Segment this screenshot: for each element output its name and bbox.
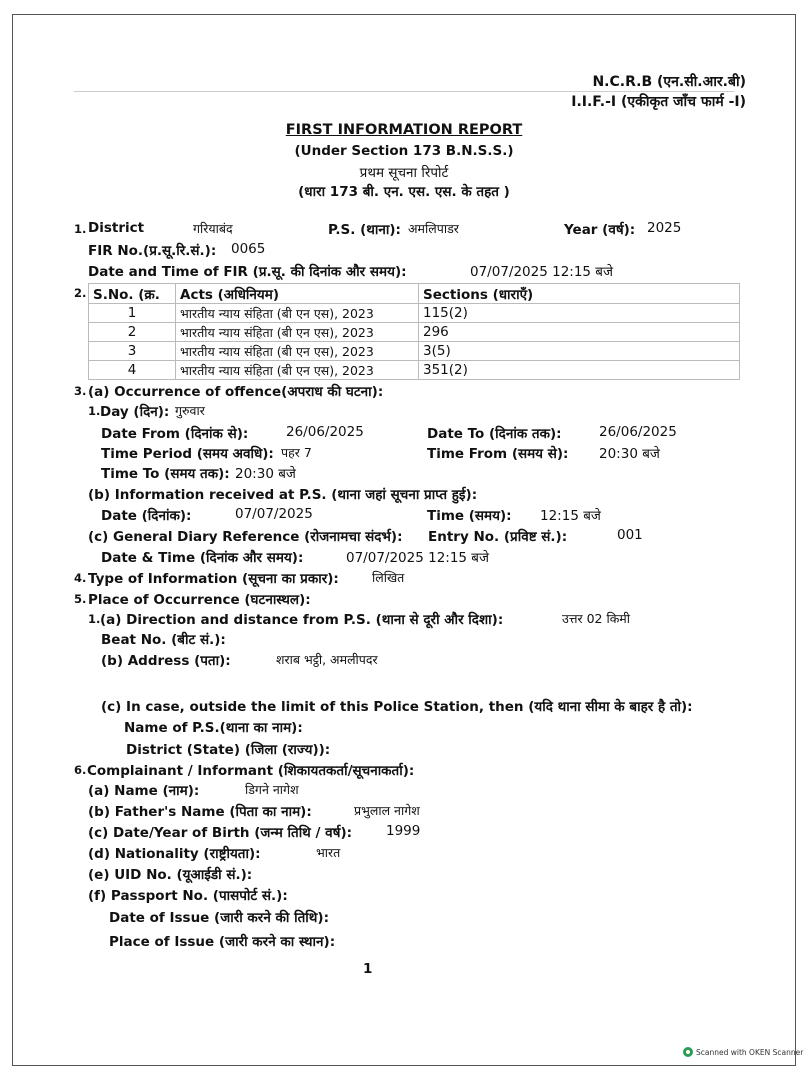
table-row xyxy=(89,304,740,323)
dob-label: (c) Date/Year of Birth (जन्म तिथि / वर्ष): xyxy=(88,825,353,841)
date-from-label: Date From (दिनांक से): xyxy=(101,426,249,442)
col-header-sno: S.No. (क्र. xyxy=(89,284,176,304)
fir-datetime-label: Date and Time of FIR (प्र.सू. की दिनांक और समय): xyxy=(88,264,407,280)
fir-label: FIR No.(प्र.सू.रि.सं.): xyxy=(88,243,217,259)
date-to-value: 26/06/2025 xyxy=(599,424,677,440)
district-state-label: District (State) (जिला (राज्य)): xyxy=(126,742,331,758)
place-sub-number: 1. xyxy=(88,612,101,626)
row-sno: 1 xyxy=(89,304,176,323)
time-to-label: Time To (समय तक): xyxy=(101,466,230,482)
section-6-number: 6. xyxy=(74,763,87,777)
day-number: 1. xyxy=(88,404,101,418)
report-subtitle: (Under Section 173 B.N.S.S.) xyxy=(294,143,514,159)
section-1-number: 1. xyxy=(74,222,87,236)
direction-distance-value: उत्तर 02 किमी xyxy=(562,611,631,626)
info-type-label: Type of Information (सूचना का प्रकार): xyxy=(88,571,339,587)
table-header-row xyxy=(89,284,740,304)
nationality-label: (d) Nationality (राष्ट्रीयता): xyxy=(88,846,261,862)
date-from-value: 26/06/2025 xyxy=(286,424,364,440)
fir-value: 0065 xyxy=(231,241,266,257)
fir-datetime-value: 07/07/2025 12:15 बजे xyxy=(470,264,614,280)
info-type-value: लिखित xyxy=(372,570,405,585)
place-of-issue-label: Place of Issue (जारी करने का स्थान): xyxy=(109,934,336,950)
row-sno: 2 xyxy=(89,323,176,342)
report-subtitle-hindi: (धारा 173 बी. एन. एस. एस. के तहत ) xyxy=(298,184,510,200)
row-act: भारतीय न्याय संहिता (बी एन एस), 2023 xyxy=(176,361,419,380)
year-value: 2025 xyxy=(647,220,682,236)
col-header-sections: Sections (धाराएँ) xyxy=(419,284,740,304)
time-from-label: Time From (समय से): xyxy=(427,446,569,462)
info-date-value: 07/07/2025 xyxy=(235,506,313,522)
father-name-value: प्रभुलाल नागेश xyxy=(354,803,420,818)
table-row xyxy=(89,361,740,380)
uid-label: (e) UID No. (यूआईडी सं.): xyxy=(88,867,253,883)
time-from-value: 20:30 बजे xyxy=(599,446,660,462)
occurrence-heading: (a) Occurrence of offence(अपराध की घटना): xyxy=(88,384,384,400)
district-value: गरियाबंद xyxy=(193,221,233,236)
info-received-label: (b) Information received at P.S. (थाना जहां सूचना प्राप्त हुई): xyxy=(88,487,478,503)
entry-no-label: Entry No. (प्रविष्ट सं.): xyxy=(428,529,568,545)
ps-label: P.S. (थाना): xyxy=(328,222,401,238)
passport-label: (f) Passport No. (पासपोर्ट सं.): xyxy=(88,888,288,904)
acts-sections-table xyxy=(88,283,740,380)
district-label: District xyxy=(88,220,145,236)
iif-header: I.I.F.-I (एकीकृत जाँच फार्म -I) xyxy=(571,94,746,110)
address-value: शराब भट्ठी, अमलीपदर xyxy=(276,652,378,667)
time-period-value: पहर 7 xyxy=(281,445,312,460)
date-to-label: Date To (दिनांक तक): xyxy=(427,426,562,442)
page-number: 1 xyxy=(363,961,373,977)
table-row xyxy=(89,342,740,361)
direction-distance-label: (a) Direction and distance from P.S. (थाना से दूरी और दिशा): xyxy=(100,612,504,628)
ps-name-label: Name of P.S.(थाना का नाम): xyxy=(124,720,303,736)
time-to-value: 20:30 बजे xyxy=(235,466,296,482)
row-sno: 3 xyxy=(89,342,176,361)
place-occurrence-label: Place of Occurrence (घटनास्थल): xyxy=(88,592,311,608)
gd-datetime-value: 07/07/2025 12:15 बजे xyxy=(346,550,490,566)
info-time-value: 12:15 बजे xyxy=(540,508,601,524)
report-title: FIRST INFORMATION REPORT xyxy=(285,122,523,138)
scanner-watermark xyxy=(683,1047,803,1057)
row-sno: 4 xyxy=(89,361,176,380)
beat-no-label: Beat No. (बीट सं.): xyxy=(101,632,226,648)
row-act: भारतीय न्याय संहिता (बी एन एस), 2023 xyxy=(176,342,419,361)
scanner-text: Scanned with OKEN Scanner xyxy=(696,1047,804,1057)
time-period-label: Time Period (समय अवधि): xyxy=(101,446,274,462)
father-name-label: (b) Father's Name (पिता का नाम): xyxy=(88,804,312,820)
address-label: (b) Address (पता): xyxy=(101,653,231,669)
complainant-name-label: (a) Name (नाम): xyxy=(88,783,200,799)
scanner-logo-icon xyxy=(683,1047,693,1057)
section-4-number: 4. xyxy=(74,571,87,585)
gd-datetime-label: Date & Time (दिनांक और समय): xyxy=(101,550,304,566)
complainant-label: Complainant / Informant (शिकायतकर्ता/सूचनाकर्ता): xyxy=(87,763,415,779)
entry-no-value: 001 xyxy=(617,527,643,543)
row-section: 351(2) xyxy=(419,361,740,380)
complainant-name-value: डिगने नागेश xyxy=(245,782,299,797)
col-header-acts: Acts (अधिनियम) xyxy=(176,284,419,304)
year-label: Year (वर्ष): xyxy=(564,222,636,238)
ps-value: अमलिपाडर xyxy=(408,221,459,236)
section-2-number: 2. xyxy=(74,286,87,300)
day-value: गुरुवार xyxy=(175,403,205,418)
info-time-label: Time (समय): xyxy=(427,508,512,524)
section-5-number: 5. xyxy=(74,592,87,606)
row-section: 296 xyxy=(419,323,740,342)
gd-reference-label: (c) General Diary Reference (रोजनामचा संदर्भ): xyxy=(88,529,403,545)
report-title-hindi: प्रथम सूचना रिपोर्ट xyxy=(359,165,449,181)
row-act: भारतीय न्याय संहिता (बी एन एस), 2023 xyxy=(176,304,419,323)
dob-value: 1999 xyxy=(386,823,421,839)
nationality-value: भारत xyxy=(316,845,341,860)
info-date-label: Date (दिनांक): xyxy=(101,508,192,524)
row-section: 3(5) xyxy=(419,342,740,361)
section-3-number: 3. xyxy=(74,384,87,398)
ncrb-header: N.C.R.B (एन.सी.आर.बी) xyxy=(592,74,746,90)
table-row xyxy=(89,323,740,342)
date-of-issue-label: Date of Issue (जारी करने की तिथि): xyxy=(109,910,329,926)
day-label: Day (दिन): xyxy=(100,404,170,420)
outside-limit-label: (c) In case, outside the limit of this Police Station, then (यदि थाना सीमा के बाहर है तो): xyxy=(101,699,693,715)
row-act: भारतीय न्याय संहिता (बी एन एस), 2023 xyxy=(176,323,419,342)
row-section: 115(2) xyxy=(419,304,740,323)
